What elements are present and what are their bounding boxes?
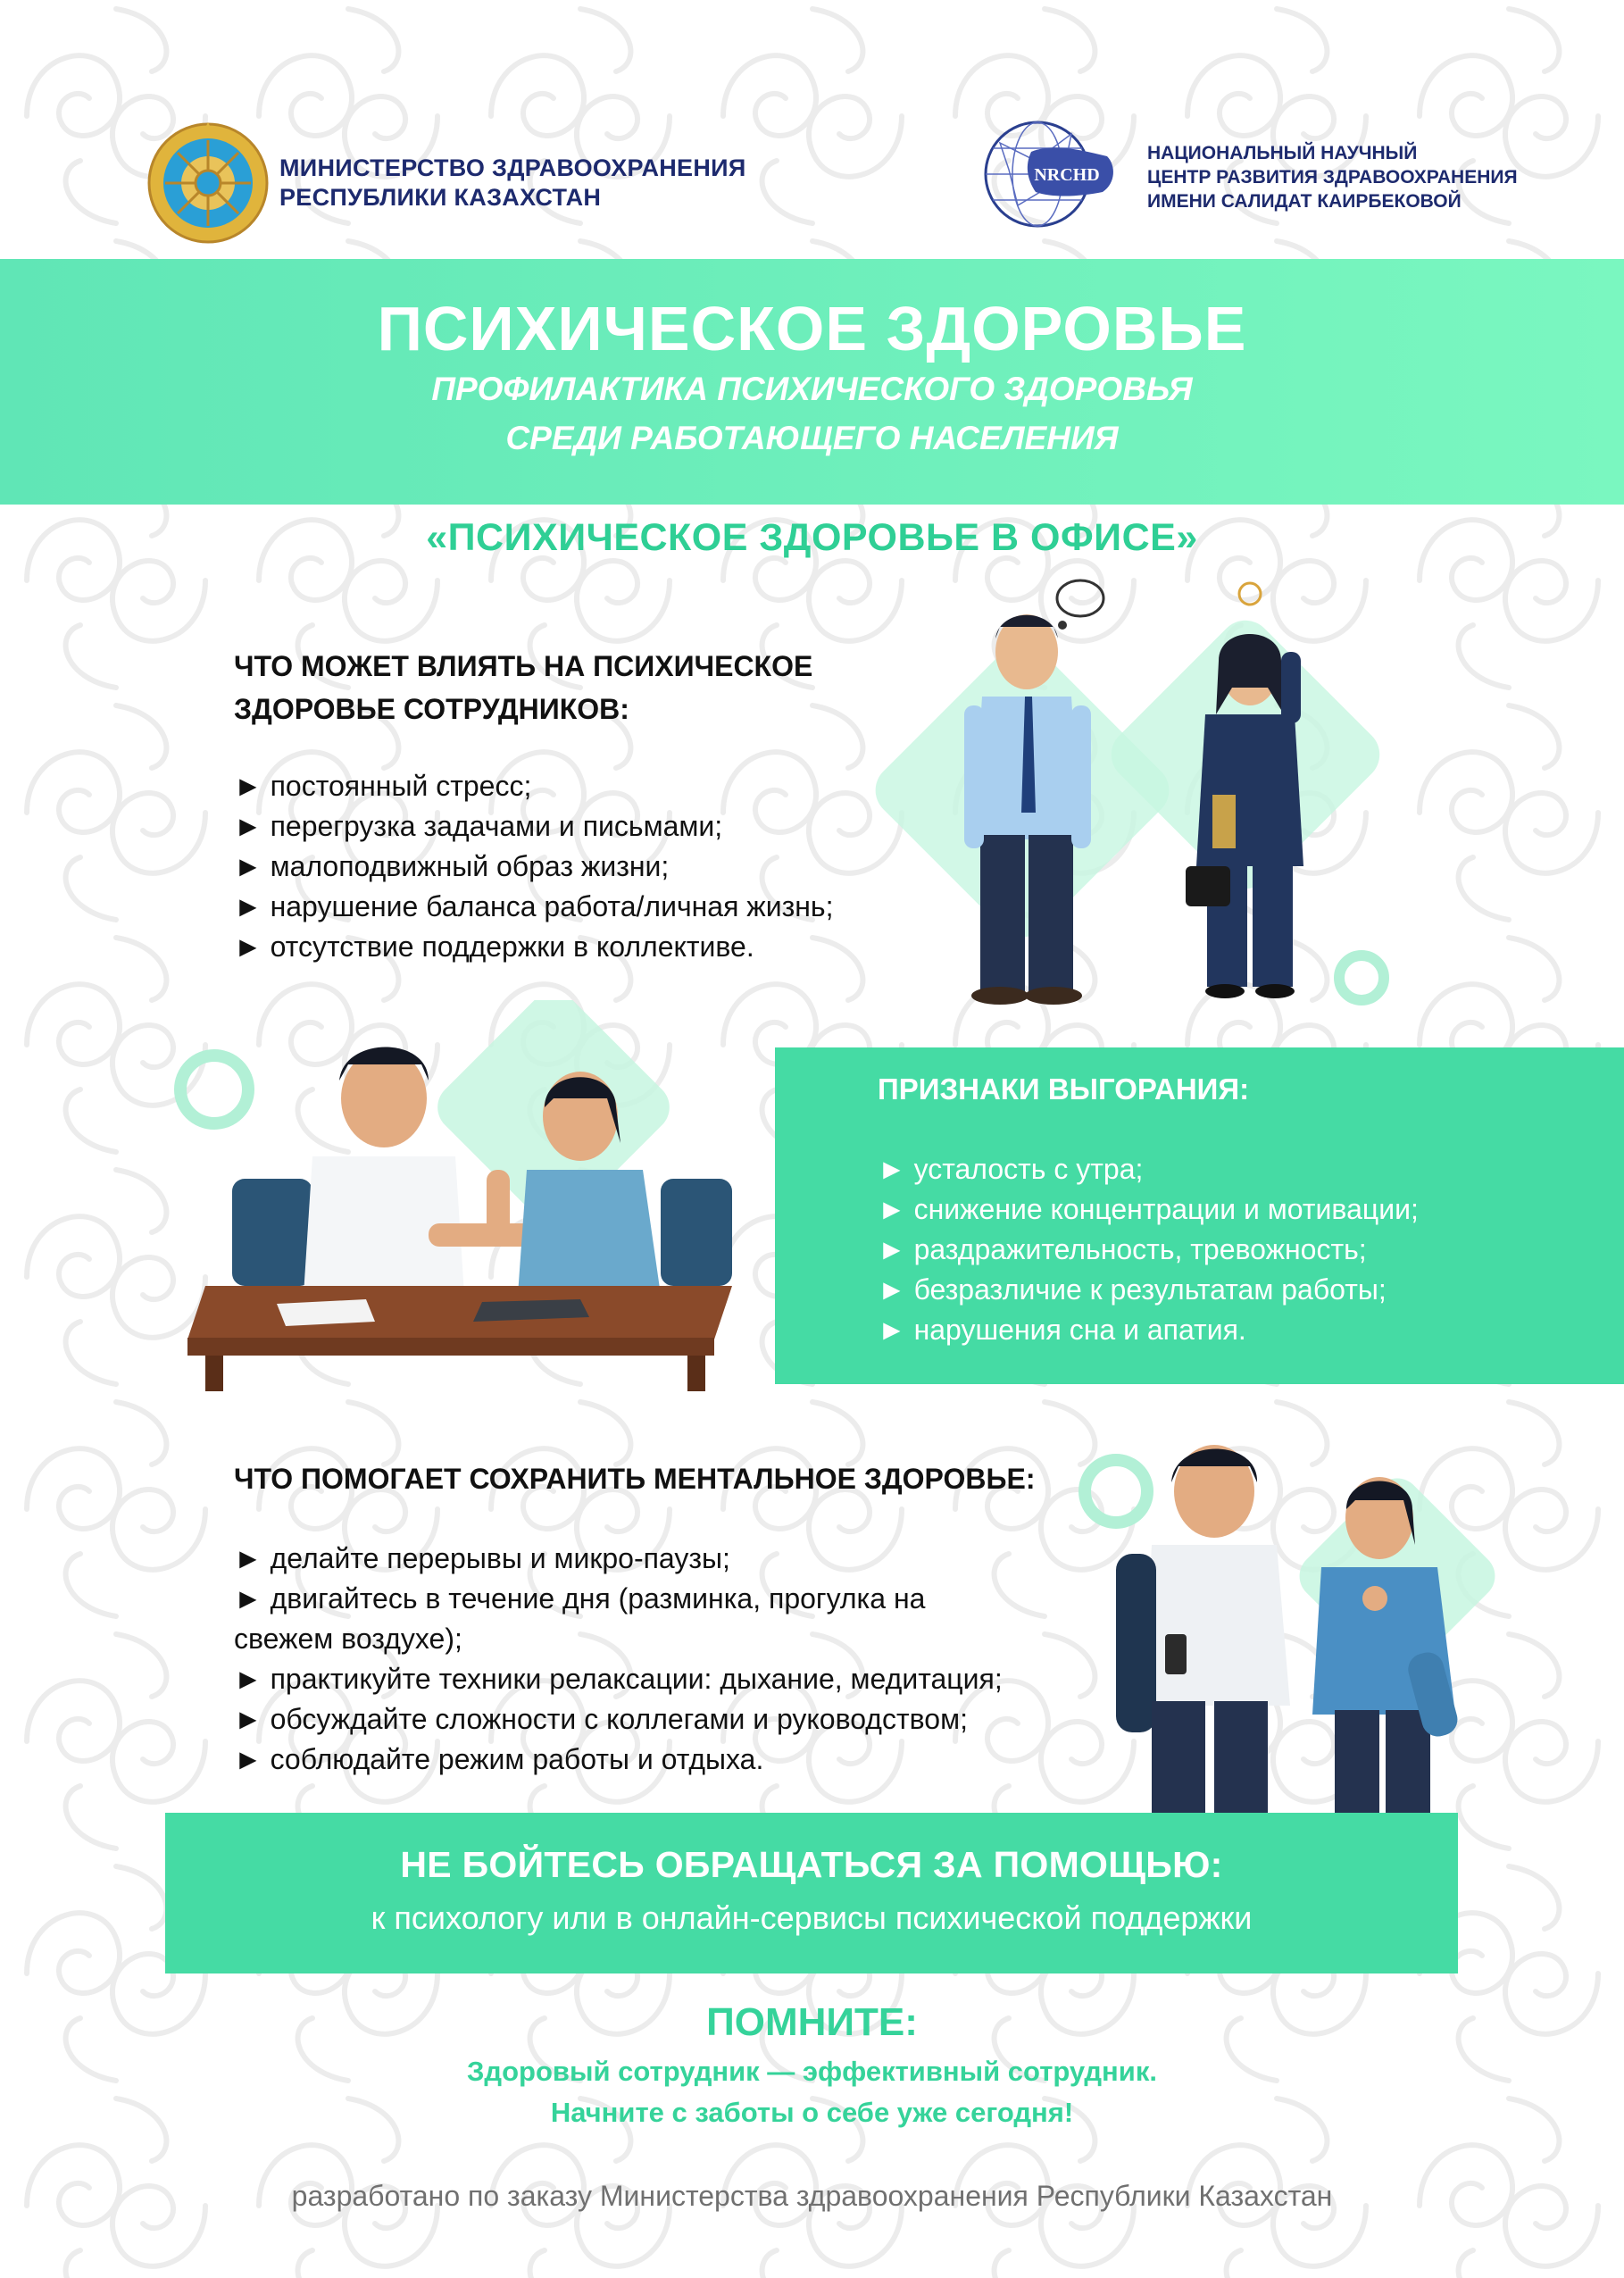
help-subtitle: к психологу или в онлайн-сервисы психической поддержки <box>371 1899 1253 1936</box>
list-item: ► снижение концентрации и мотивации; <box>878 1189 1610 1230</box>
list-item: ► безразличие к результатам работы; <box>878 1270 1610 1310</box>
page-subtitle-line1: ПРОФИЛАКТИКА ПСИХИЧЕСКОГО ЗДОРОВЬЯ <box>431 371 1193 407</box>
office-conflict-illustration <box>161 1000 768 1393</box>
list-item: ► малоподвижный образ жизни; <box>234 847 1037 887</box>
helps-heading: ЧТО ПОМОГАЕТ СОХРАНИТЬ МЕНТАЛЬНОЕ ЗДОРОВЬЕ: <box>234 1463 1036 1495</box>
burnout-list <box>878 1149 1610 1350</box>
remember-line1: Здоровый сотрудник — эффективный сотрудник. <box>467 2056 1157 2087</box>
list-item: ► делайте перерывы и микро-паузы; <box>234 1539 1091 1579</box>
factors-heading: ЧТО МОЖЕТ ВЛИЯТЬ НА ПСИХИЧЕСКОЕ ЗДОРОВЬЕ СОТРУДНИКОВ: <box>234 650 813 725</box>
page-subtitle-line2: СРЕДИ РАБОТАЮЩЕГО НАСЕЛЕНИЯ <box>505 420 1119 456</box>
list-item: ► перегрузка задачами и письмами; <box>234 806 1037 847</box>
page-title: ПСИХИЧЕСКОЕ ЗДОРОВЬЕ <box>377 294 1247 363</box>
list-item: ► усталость с утра; <box>878 1149 1610 1189</box>
factors-list <box>234 766 1037 967</box>
title-band <box>0 259 1624 505</box>
happy-employees-illustration <box>1054 1411 1518 1813</box>
help-box <box>165 1813 1458 1973</box>
list-item: ► нарушение баланса работа/личная жизнь; <box>234 887 1037 927</box>
help-title: НЕ БОЙТЕСЬ ОБРАЩАТЬСЯ ЗА ПОМОЩЬЮ: <box>400 1844 1223 1885</box>
footer-note: разработано по заказу Министерства здравоохранения Республики Казахстан <box>291 2180 1333 2212</box>
section-title: «ПСИХИЧЕСКОЕ ЗДОРОВЬЕ В ОФИСЕ» <box>426 516 1198 559</box>
list-item: ► нарушения сна и апатия. <box>878 1310 1610 1350</box>
list-item: ► отсутствие поддержки в коллективе. <box>234 927 1037 967</box>
list-item: ► постоянный стресс; <box>234 766 1037 806</box>
list-item: ► практикуйте техники релаксации: дыхание, медитация; <box>234 1659 1091 1699</box>
list-item: ► соблюдайте режим работы и отдыха. <box>234 1740 1091 1780</box>
list-item: ► обсуждайте сложности с коллегами и руководством; <box>234 1699 1091 1740</box>
list-item: ► раздражительность, тревожность; <box>878 1230 1610 1270</box>
nrchd-name: НАЦИОНАЛЬНЫЙ НАУЧНЫЙ ЦЕНТР РАЗВИТИЯ ЗДРАВООХРАНЕНИЯ ИМЕНИ САЛИДАТ КАИРБЕКОВОЙ <box>1147 143 1518 212</box>
remember-text <box>0 2051 1624 2133</box>
remember-line2: Начните с заботы о себе уже сегодня! <box>550 2097 1074 2128</box>
nrchd-logo-text: NRCHD <box>1034 165 1100 185</box>
list-item: ► двигайтесь в течение дня (разминка, прогулка на свежем воздухе); <box>234 1579 1020 1659</box>
ministry-name: МИНИСТЕРСТВО ЗДРАВООХРАНЕНИЯ РЕСПУБЛИКИ КАЗАХСТАН <box>279 154 746 211</box>
remember-title: ПОМНИТЕ: <box>706 2000 918 2044</box>
burnout-heading: ПРИЗНАКИ ВЫГОРАНИЯ: <box>878 1072 1250 1106</box>
kazakhstan-emblem-icon <box>146 121 271 246</box>
nrchd-globe-logo-icon <box>982 116 1134 232</box>
helps-list <box>234 1539 1091 1780</box>
